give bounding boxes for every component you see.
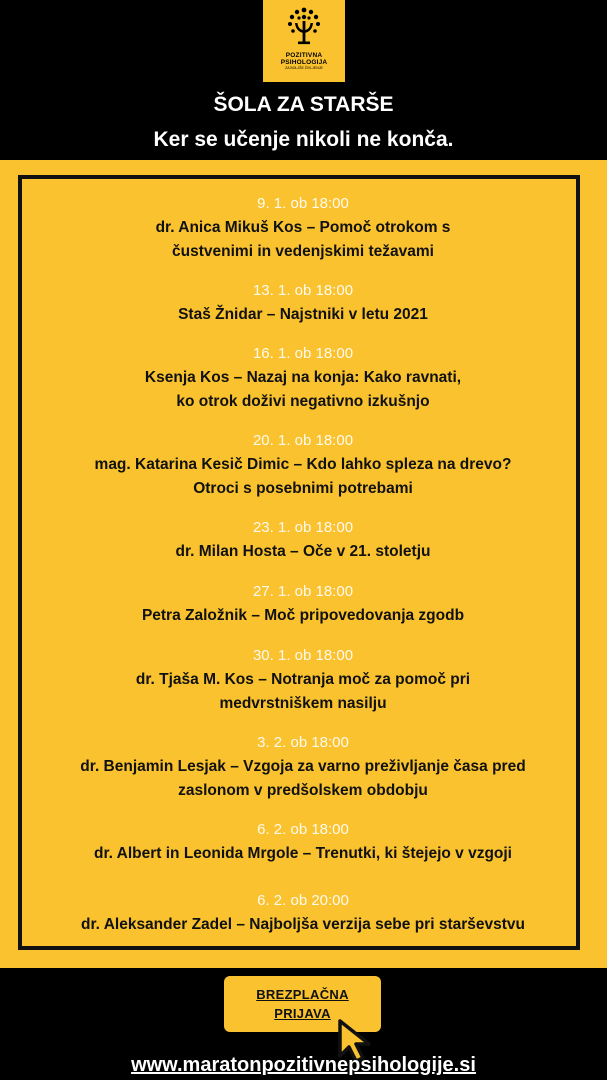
event-date: 30. 1. ob 18:00 [252,647,354,664]
event-title-line: dr. Milan Hosta – Oče v 21. stoletju [175,543,431,560]
event-title [18,755,588,803]
event-title-line: Staš Žnidar – Najstniki v letu 2021 [178,306,428,323]
event-title [18,216,588,264]
event-title-line: dr. Aleksander Zadel – Najboljša verzija sebe pri starševstvu [81,916,525,933]
event-date: 3. 2. ob 18:00 [257,734,349,751]
event-title [18,604,588,628]
logo [263,0,345,82]
event-title-line: dr. Benjamin Lesjak – Vzgoja za varno preživljanje časa pred [80,758,526,775]
tree-figure-icon [284,6,324,50]
event-item [18,734,588,803]
event-title-line: medvrstniškem nasilju [219,695,387,712]
event-title-line: dr. Albert in Leonida Mrgole – Trenutki, ki štejejo v vzgoji [93,845,512,862]
event-title-line: Petra Založnik – Moč pripovedovanja zgodb [141,607,465,624]
event-title [18,842,588,866]
event-date: 27. 1. ob 18:00 [252,583,354,600]
event-date: 9. 1. ob 18:00 [257,195,349,212]
event-title [18,453,588,501]
event-date: 16. 1. ob 18:00 [252,345,354,362]
event-title [18,540,588,564]
event-title-line: mag. Katarina Kesič Dimic – Kdo lahko spleza na drevo? [94,456,512,473]
event-title-line: dr. Anica Mikuš Kos – Pomoč otrokom s [155,219,451,236]
event-item [18,345,588,414]
event-title [18,366,588,414]
event-item [18,821,588,866]
website-link[interactable]: www.maratonpozitivnepsihologije.si [131,1054,476,1076]
event-item [18,647,588,716]
event-title [18,303,588,327]
cta-label-line1: BREZPLAČNA [256,987,349,1002]
event-item [18,282,588,327]
logo-line1: POZITIVNA [285,52,323,59]
event-title-line: zaslonom v predšolskem obdobju [178,782,428,799]
event-title-line: dr. Tjaša M. Kos – Notranja moč za pomoč pri [135,671,471,688]
event-date: 20. 1. ob 18:00 [252,432,354,449]
event-item [18,195,588,264]
event-date: 23. 1. ob 18:00 [252,519,354,536]
event-title [18,913,588,937]
event-item [18,519,588,564]
event-title-line: čustvenimi in vedenjskimi težavami [172,243,434,260]
event-date: 13. 1. ob 18:00 [252,282,354,299]
logo-tagline: ZA BOLJŠE ŽIVLJENJE [285,66,323,70]
event-date: 6. 2. ob 18:00 [257,821,349,838]
page-title: ŠOLA ZA STARŠE [213,93,394,116]
event-title-line: Otroci s posebnimi potrebami [193,480,413,497]
event-title-line: Ksenja Kos – Nazaj na konja: Kako ravnati, [144,369,462,386]
event-date: 6. 2. ob 20:00 [257,892,349,909]
cta-label-line2: PRIJAVA [274,1006,331,1021]
event-title [18,668,588,716]
page-subtitle: Ker se učenje nikoli ne konča. [153,128,454,151]
event-title-line: ko otrok doživi negativno izkušnjo [176,393,430,410]
event-item [18,432,588,501]
event-item [18,892,588,937]
event-item [18,583,588,628]
logo-line2: PSIHOLOGIJA [280,59,328,66]
